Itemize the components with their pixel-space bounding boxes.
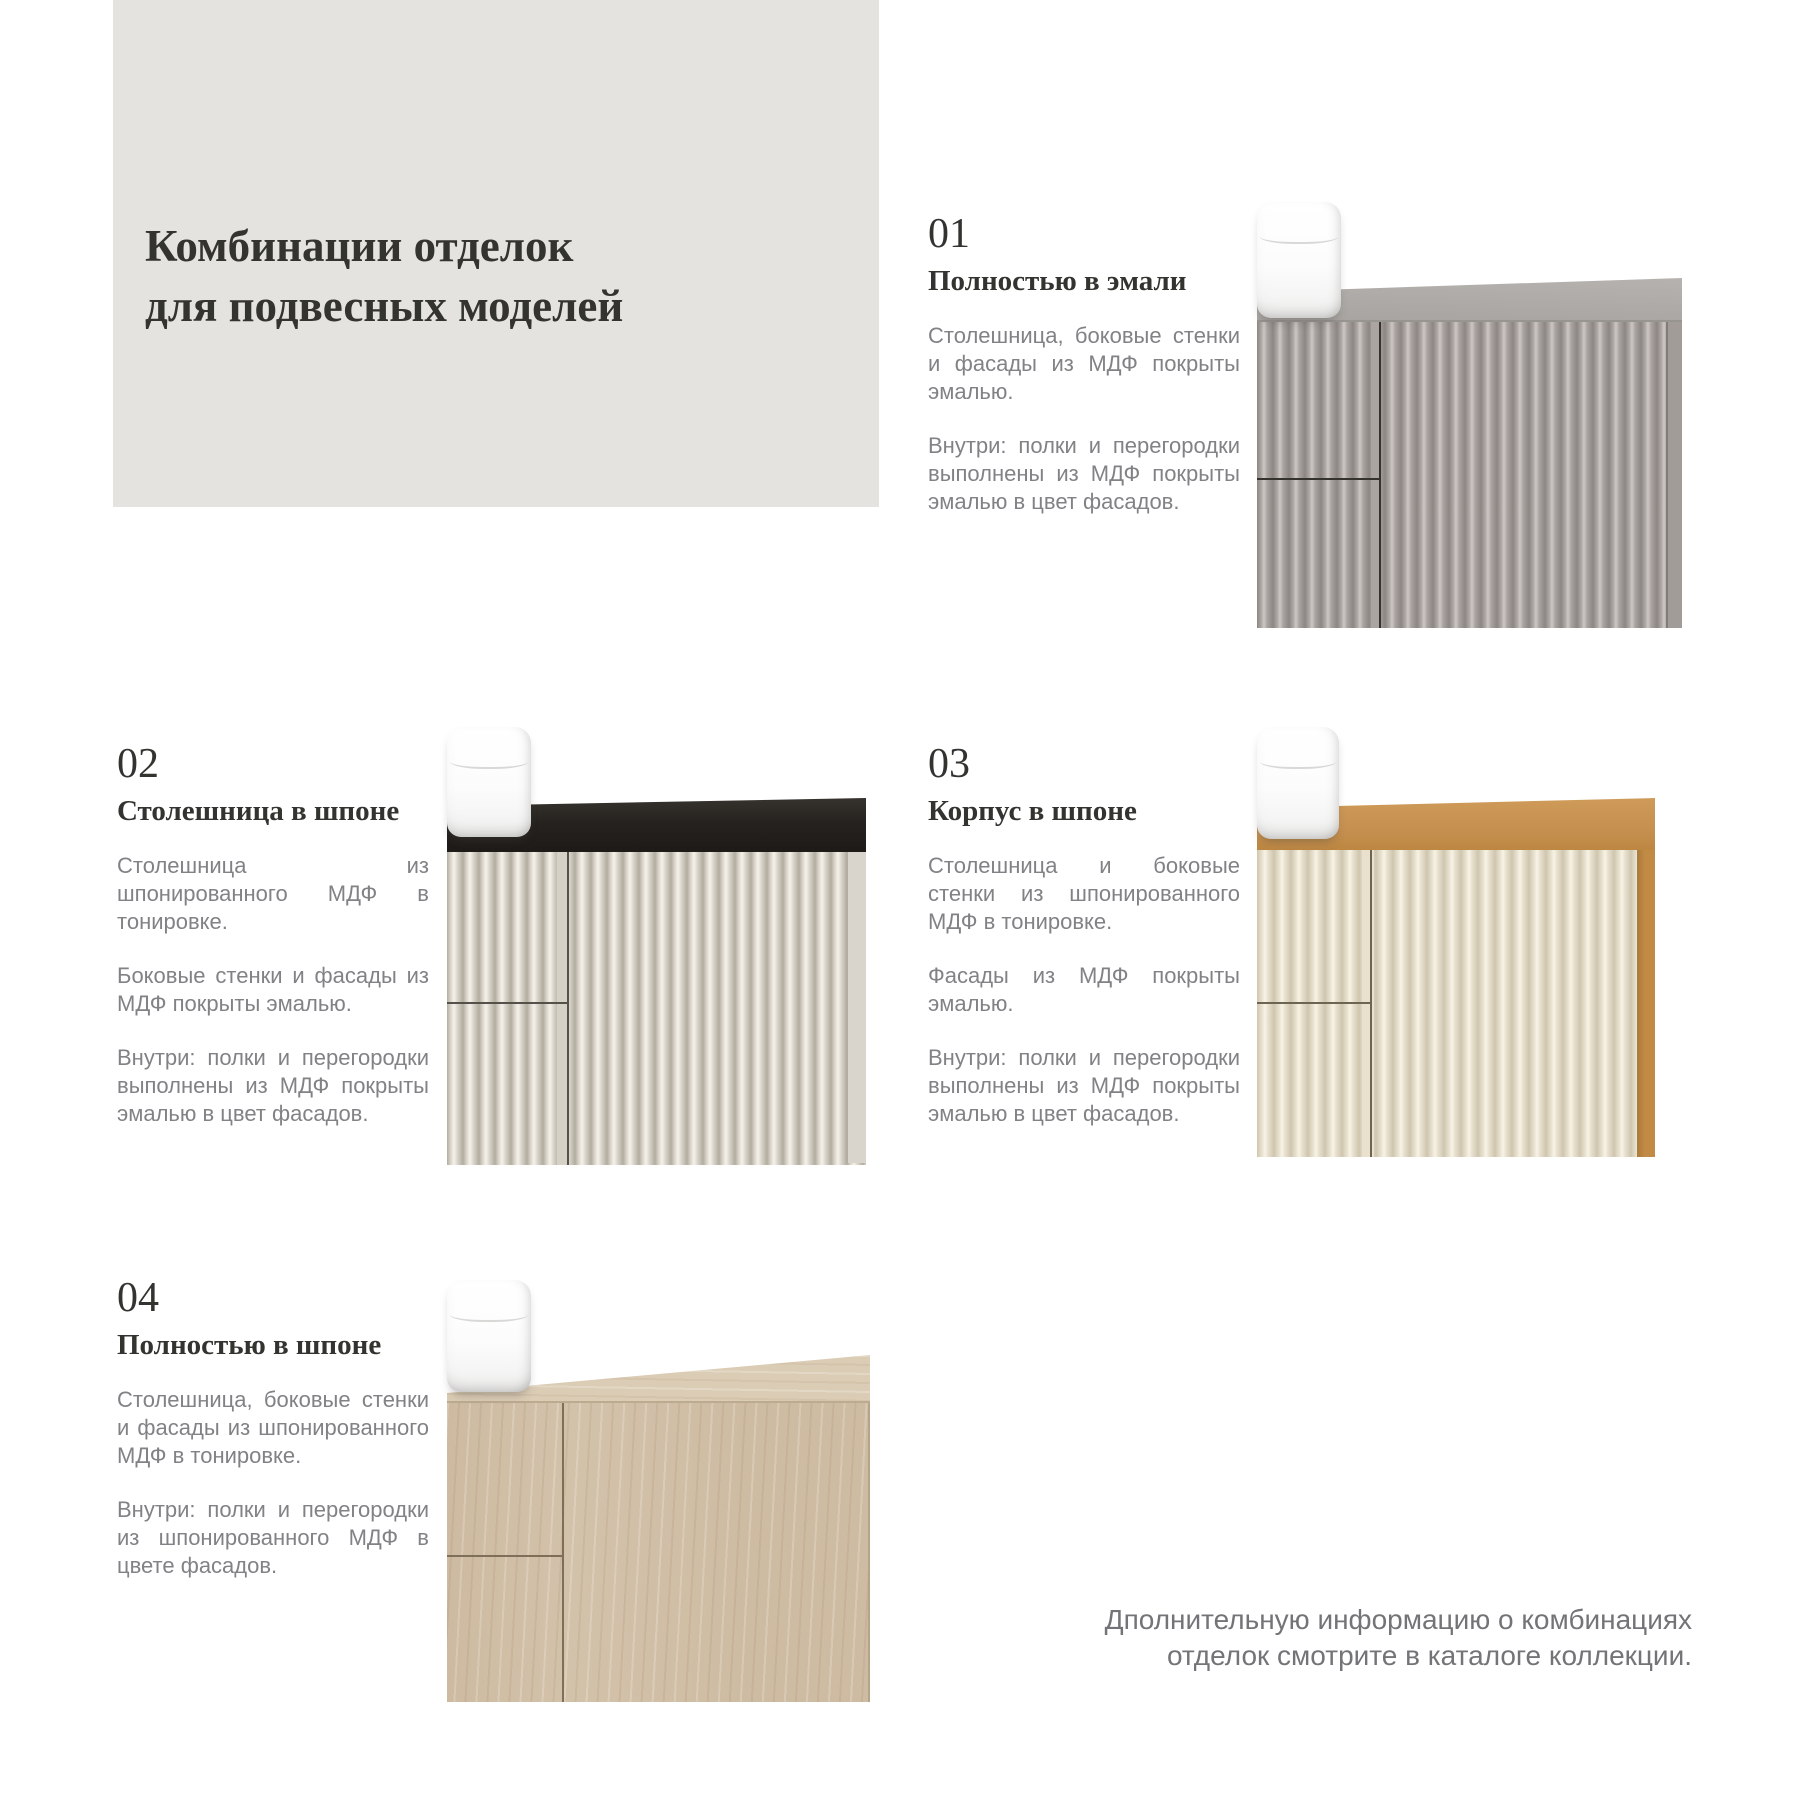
section-04-paragraph: Внутри: полки и перегородки из шпонированного МДФ в цвете фасадов.: [117, 1497, 429, 1578]
section-02-description: [117, 852, 429, 1128]
vessel-sink: [1257, 727, 1339, 839]
section-01-title: Полностью в эмали: [928, 265, 1187, 297]
section-03-title: Корпус в шпоне: [928, 795, 1137, 827]
side-panel: [1637, 850, 1655, 1157]
section-04-number: 04: [117, 1275, 159, 1321]
drawer-divider-line: [447, 1002, 569, 1004]
drawer-divider-line: [1257, 1002, 1372, 1004]
section-04-title: Полностью в шпоне: [117, 1329, 382, 1361]
footer-note: [992, 1602, 1692, 1674]
section-02-paragraph: Столешница из шпонированного МДФ в тонировке.: [117, 853, 429, 934]
vanity-image-03-veneer-body: [1257, 725, 1655, 1157]
vanity-image-04-full-veneer: [447, 1240, 870, 1702]
section-02-number: 02: [117, 741, 159, 787]
section-01-paragraph: Внутри: полки и перегородки выполнены из МДФ покрыты эмалью в цвет фасадов.: [928, 433, 1240, 514]
section-03-description: [928, 852, 1240, 1128]
section-01-number: 01: [928, 211, 970, 257]
section-04: [117, 1276, 429, 1606]
section-03-number: 03: [928, 741, 970, 787]
door-divider-line: [1379, 322, 1381, 628]
section-03-paragraph: Внутри: полки и перегородки выполнены из МДФ покрыты эмалью в цвет фасадов.: [928, 1045, 1240, 1126]
fluted-front: [1257, 322, 1682, 628]
section-01: [928, 212, 1240, 542]
section-03-paragraph: Фасады из МДФ покрыты эмалью.: [928, 963, 1240, 1016]
vanity-image-02-veneer-top: [447, 725, 866, 1165]
fluted-front: [447, 852, 866, 1165]
header-box: [113, 0, 879, 507]
footer-note-line-2: отделок смотрите в каталоге коллекции.: [1166, 1640, 1692, 1671]
section-04-description: [117, 1386, 429, 1580]
vessel-sink: [447, 1280, 531, 1392]
drawer-divider-line: [447, 1555, 562, 1557]
vessel-sink: [447, 727, 531, 837]
section-02-paragraph: Боковые стенки и фасады из МДФ покрыты эмалью.: [117, 963, 429, 1016]
page-title-line-1: Комбинации отделок: [145, 221, 574, 271]
door-divider-line: [567, 852, 569, 1165]
section-01-description: [928, 322, 1240, 516]
section-02: [117, 742, 429, 1154]
door-divider-line: [562, 1403, 564, 1702]
side-panel: [846, 852, 866, 1163]
section-02-paragraph: Внутри: полки и перегородки выполнены из МДФ покрыты эмалью в цвет фасадов.: [117, 1045, 429, 1126]
section-01-paragraph: Столешница, боковые стенки и фасады из МДФ покрыты эмалью.: [928, 323, 1240, 404]
page-title-line-2: для подвесных моделей: [145, 281, 624, 331]
page-title: [145, 216, 623, 336]
wood-front: [447, 1403, 870, 1702]
section-04-paragraph: Столешница, боковые стенки и фасады из шпонированного МДФ в тонировке.: [117, 1387, 429, 1468]
footer-note-line-1: Дполнительную информацию о комбинациях: [1104, 1604, 1692, 1635]
section-03: [928, 742, 1240, 1154]
vessel-sink: [1257, 202, 1341, 318]
side-panel: [1666, 322, 1682, 628]
section-02-title: Столешница в шпоне: [117, 795, 400, 827]
vanity-image-01-full-enamel: [1257, 200, 1682, 628]
section-03-paragraph: Столешница и боковые стенки из шпонированного МДФ в тонировке.: [928, 853, 1240, 934]
drawer-divider-line: [1257, 478, 1379, 480]
